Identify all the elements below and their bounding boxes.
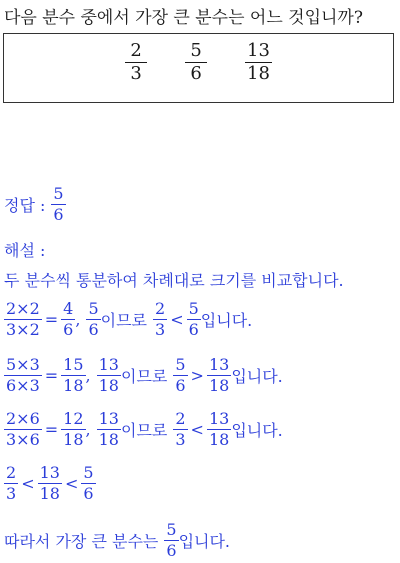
equals-sign: = — [44, 420, 59, 439]
fraction — [97, 411, 121, 448]
numerator: 2×6 — [6, 409, 40, 428]
fraction — [207, 357, 231, 394]
fraction — [4, 357, 42, 394]
fraction — [4, 465, 18, 502]
equals-sign: = — [44, 310, 59, 329]
fraction — [81, 465, 95, 502]
denominator: 3×6 — [6, 430, 40, 449]
denominator: 6 — [83, 484, 94, 503]
numerator: 2×2 — [6, 299, 40, 318]
denominator: 18 — [98, 430, 119, 449]
choices-box — [3, 33, 394, 103]
fraction — [61, 301, 75, 338]
numerator: 5 — [175, 355, 186, 374]
numerator: 5 — [53, 184, 64, 203]
fraction — [4, 411, 42, 448]
numerator: 15 — [63, 355, 84, 374]
answer-label: 정답 : — [4, 196, 46, 215]
comma: , — [85, 366, 91, 385]
denominator: 6 — [175, 376, 186, 395]
denominator: 3 — [175, 430, 186, 449]
numerator: 13 — [208, 355, 230, 374]
numerator: 13 — [208, 409, 230, 428]
fraction — [61, 411, 85, 448]
answer-fraction — [51, 186, 65, 223]
equals-sign: = — [44, 366, 59, 385]
choice-fraction-1 — [125, 42, 147, 83]
numerator: 5 — [188, 299, 199, 318]
compare-sign: < — [64, 474, 79, 493]
ending-text: 입니다. — [200, 311, 253, 330]
fraction — [173, 357, 187, 394]
comparison-line-2 — [4, 357, 283, 394]
order-line — [4, 465, 96, 502]
ending-text: 입니다. — [231, 421, 283, 440]
denominator: 18 — [208, 430, 230, 449]
compare-sign: < — [21, 474, 35, 493]
numerator: 2 — [6, 463, 17, 482]
comparison-line-3 — [4, 411, 283, 448]
ending-text: 입니다. — [231, 367, 283, 386]
choice-fraction-3 — [245, 42, 272, 83]
denominator: 18 — [63, 430, 84, 449]
explanation-title: 해설 : — [4, 241, 46, 260]
explanation-intro: 두 분수씩 통분하여 차례대로 크기를 비교합니다. — [4, 271, 344, 290]
numerator: 5 — [166, 520, 177, 539]
denominator: 6 — [88, 320, 99, 339]
fraction — [38, 465, 62, 502]
numerator: 2 — [155, 299, 166, 318]
denominator: 18 — [208, 376, 230, 395]
fraction — [173, 411, 187, 448]
fraction — [153, 301, 167, 338]
denominator: 18 — [63, 376, 84, 395]
fraction — [164, 522, 178, 559]
numerator: 13 — [247, 40, 270, 61]
denominator: 6×3 — [6, 376, 40, 395]
comma: , — [85, 420, 91, 439]
comma: , — [75, 310, 81, 329]
numerator: 5 — [83, 463, 94, 482]
compare-sign: < — [170, 310, 184, 329]
connector-text: 이므로 — [120, 421, 168, 440]
denominator: 18 — [247, 63, 270, 84]
numerator: 4 — [63, 299, 74, 318]
fraction — [4, 301, 42, 338]
fraction — [187, 301, 201, 338]
numerator: 5×3 — [6, 355, 40, 374]
numerator: 5 — [88, 299, 99, 318]
comparison-line-1 — [4, 301, 252, 338]
question-text: 다음 분수 중에서 가장 큰 분수는 어느 것입니까? — [4, 8, 363, 28]
denominator: 6 — [190, 63, 202, 84]
denominator: 18 — [39, 484, 60, 503]
numerator: 5 — [190, 40, 202, 61]
numerator: 2 — [130, 40, 142, 61]
fraction — [207, 411, 231, 448]
choices-row — [4, 42, 393, 83]
denominator: 3×2 — [6, 320, 40, 339]
denominator: 6 — [188, 320, 199, 339]
denominator: 18 — [98, 376, 119, 395]
numerator: 13 — [98, 355, 119, 374]
compare-sign: > — [190, 366, 204, 385]
conclusion-line — [4, 522, 230, 559]
fraction — [86, 301, 100, 338]
choice-fraction-2 — [185, 42, 207, 83]
denominator: 3 — [155, 320, 166, 339]
answer-line — [4, 186, 66, 223]
fraction — [61, 357, 85, 394]
conclusion-prefix: 따라서 가장 큰 분수는 — [4, 532, 159, 551]
denominator: 3 — [6, 484, 17, 503]
numerator: 13 — [98, 409, 119, 428]
denominator: 6 — [53, 205, 64, 224]
denominator: 6 — [63, 320, 74, 339]
denominator: 6 — [166, 541, 177, 560]
connector-text: 이므로 — [100, 311, 148, 330]
fraction — [97, 357, 121, 394]
connector-text: 이므로 — [120, 367, 168, 386]
compare-sign: < — [190, 420, 204, 439]
numerator: 12 — [63, 409, 84, 428]
denominator: 3 — [130, 63, 142, 84]
conclusion-suffix: 입니다. — [178, 532, 231, 551]
numerator: 13 — [39, 463, 60, 482]
numerator: 2 — [175, 409, 186, 428]
